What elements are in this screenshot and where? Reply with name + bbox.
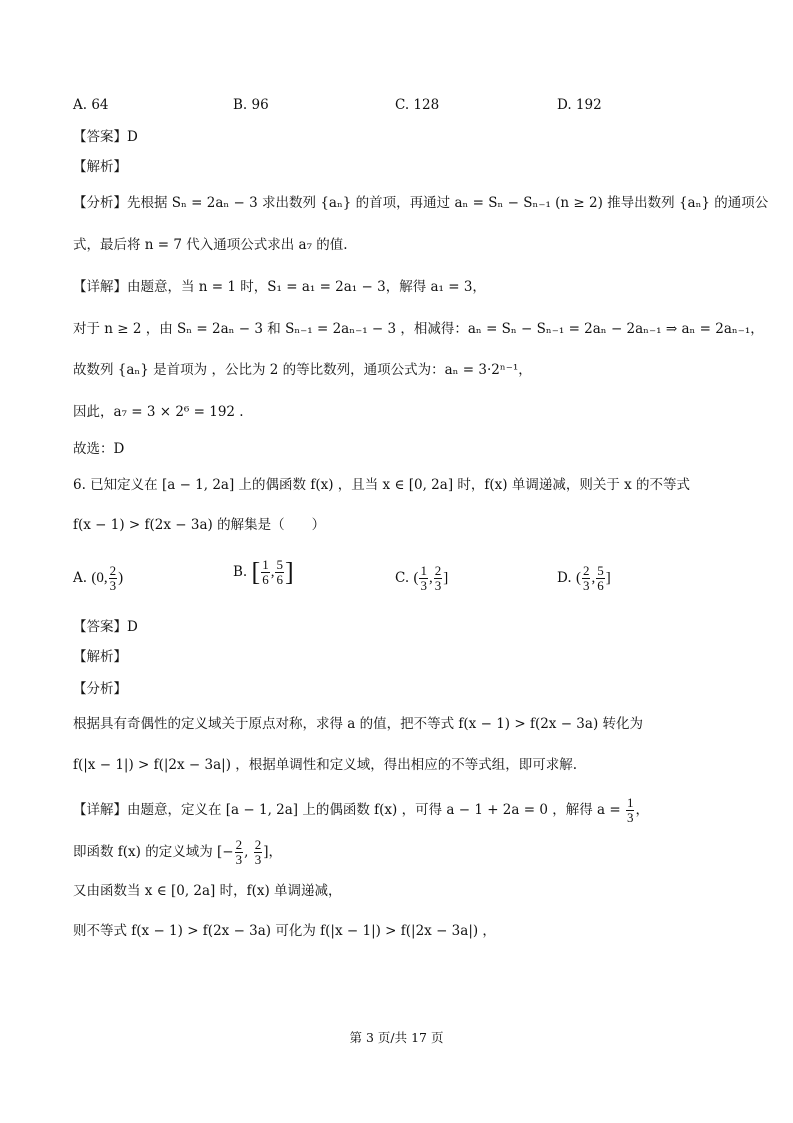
fraction: $\frac{2}{3}$: [109, 563, 117, 593]
fraction: $\frac{1}{6}$: [262, 557, 269, 587]
q5-fenxi-line-2: 式，最后将 n = 7 代入通项公式求出 a₇ 的值.: [73, 237, 348, 253]
q6-option-b-label: B.: [233, 564, 248, 580]
q6-fenxi-line-1: 根据具有奇偶性的定义域关于原点对称，求得 a 的值，把不等式 f(x − 1) > f(2x − 3a) 转化为: [73, 716, 643, 732]
q5-analysis-label: 【解析】: [73, 159, 127, 175]
q6-answer: 【答案】D: [73, 619, 138, 635]
q6-option-a-label: A.: [73, 570, 88, 586]
q5-option-c: C. 128: [395, 97, 440, 113]
q6-detail-line-4: 则不等式 f(x − 1) > f(2x − 3a) 可化为 f(|x − 1|) > f(|2x − 3a|) ，: [73, 923, 496, 939]
q6-fenxi-line-2: f(|x − 1|) > f(|2x − 3a|) ，根据单调性和定义域，得出相应的不等式组，即可求解.: [73, 757, 578, 773]
q6-option-c-label: C.: [395, 570, 410, 586]
fraction: $\frac{2}{3}$: [235, 837, 243, 867]
fraction: $\frac{5}{6}$: [276, 557, 283, 587]
q5-detail-line-1: 【详解】由题意，当 n = 1 时，S₁ = a₁ = 2a₁ − 3，解得 a₁ = 3，: [73, 279, 486, 295]
q6-detail-line-2-text: 即函数 f(x) 的定义域为 [−: [73, 844, 234, 860]
q6-fenxi-label: 【分析】: [73, 681, 127, 697]
fraction: $\frac{2}{3}$: [582, 563, 590, 593]
fraction: $\frac{2}{3}$: [434, 563, 442, 593]
fraction: $\frac{2}{3}$: [254, 837, 262, 867]
fraction: $\frac{1}{3}$: [626, 795, 634, 825]
q5-answer: 【答案】D: [73, 129, 138, 145]
q5-detail-line-3: 故数列 {aₙ} 是首项为 ，公比为 2 的等比数列，通项公式为：aₙ = 3·2ⁿ⁻¹，: [73, 362, 532, 378]
q6-option-a: A. (0, $\frac{2}{3}$ ): [73, 563, 124, 593]
q6-option-d: D. ( $\frac{2}{3}$ , $\frac{5}{6}$ ]: [557, 563, 611, 593]
q6-stem-line-2: f(x − 1) > f(2x − 3a) 的解集是（ ）: [73, 517, 326, 533]
q6-option-d-label: D.: [557, 570, 572, 586]
q5-fenxi-line-1: 【分析】先根据 Sₙ = 2aₙ − 3 求出数列 {aₙ} 的首项，再通过 aₙ = Sₙ − Sₙ₋₁ (n ≥ 2) 推导出数列 {aₙ} 的通项公: [73, 195, 769, 211]
q5-detail-line-4: 因此，a₇ = 3 × 2⁶ = 192 .: [73, 404, 244, 420]
q5-option-b: B. 96: [233, 97, 269, 113]
q5-detail-line-2: 对于 n ≥ 2 ，由 Sₙ = 2aₙ − 3 和 Sₙ₋₁ = 2aₙ₋₁ − 3 ，相减得：aₙ = Sₙ − Sₙ₋₁ = 2aₙ − 2aₙ₋₁ ⇒ aₙ = 2aₙ₋₁，: [73, 321, 764, 337]
q6-stem-line-1: 6. 已知定义在 [a − 1, 2a] 上的偶函数 f(x) ，且当 x ∈ [0, 2a] 时，f(x) 单调递减，则关于 x 的不等式: [73, 477, 691, 493]
q5-option-a: A. 64: [73, 97, 109, 113]
q6-detail-line-2: 即函数 f(x) 的定义域为 [− $\frac{2}{3}$ , $\frac{2}{3}$ ]，: [73, 837, 282, 867]
q6-option-b: B. [ $\frac{1}{6}$ , $\frac{5}{6}$ ]: [233, 557, 294, 587]
q6-option-c: C. ( $\frac{1}{3}$ , $\frac{2}{3}$ ]: [395, 563, 449, 593]
fraction: $\frac{5}{6}$: [597, 563, 604, 593]
q5-choice: 故选：D: [73, 441, 125, 457]
q6-detail-line-1: 【详解】由题意，定义在 [a − 1, 2a] 上的偶函数 f(x) ，可得 a − 1 + 2a = 0 ，解得 a = $\frac{1}{3}$ ，: [73, 795, 649, 825]
q6-detail-line-1-text: 【详解】由题意，定义在 [a − 1, 2a] 上的偶函数 f(x) ，可得 a − 1 + 2a = 0 ，解得 a =: [73, 802, 625, 818]
q5-option-d: D. 192: [557, 97, 602, 113]
page-footer: 第 3 页/共 17 页: [349, 1030, 444, 1045]
q6-detail-line-3: 又由函数当 x ∈ [0, 2a] 时，f(x) 单调递减，: [73, 883, 342, 899]
q6-analysis-label: 【解析】: [73, 649, 127, 665]
fraction: $\frac{1}{3}$: [420, 563, 427, 593]
